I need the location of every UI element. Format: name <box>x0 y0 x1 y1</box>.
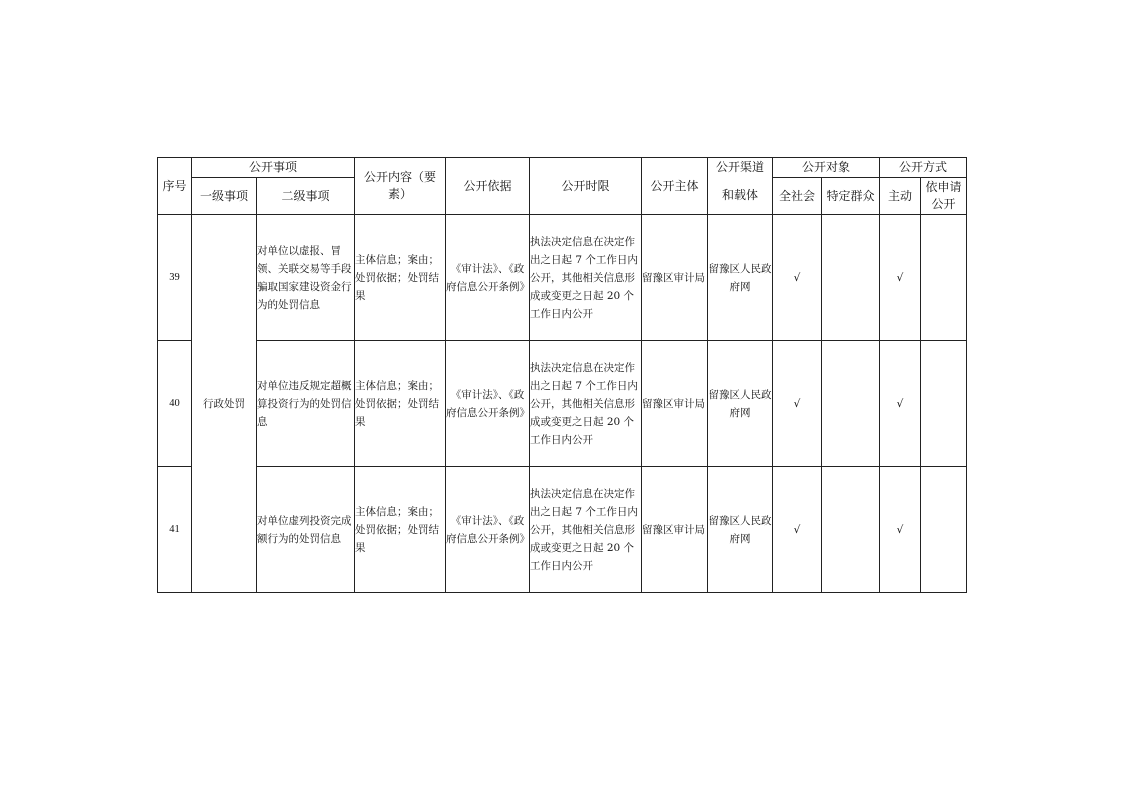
row-method-apply <box>921 341 967 467</box>
header-channel-top: 公开渠道 <box>708 158 773 178</box>
header-method-active: 主动 <box>880 178 921 215</box>
row-basis: 《审计法》、《政府信息公开条例》 <box>446 215 530 341</box>
row-audience-all: √ <box>773 341 822 467</box>
row-method-apply <box>921 467 967 593</box>
row-basis: 《审计法》、《政府信息公开条例》 <box>446 341 530 467</box>
header-audience-group: 公开对象 <box>773 158 880 178</box>
table-row <box>158 341 967 467</box>
row-time-limit: 执法决定信息在决定作出之日起 7 个工作日内公开，其他相关信息形成或变更之日起 20 个工作日内公开 <box>530 467 642 593</box>
level1-category: 行政处罚 <box>192 215 257 593</box>
row-level2: 对单位以虚报、冒领、关联交易等手段骗取国家建设资金行为的处罚信息 <box>257 215 355 341</box>
header-seq: 序号 <box>158 158 192 215</box>
table-row <box>158 215 967 341</box>
row-audience-all: √ <box>773 215 822 341</box>
row-time-limit: 执法决定信息在决定作出之日起 7 个工作日内公开，其他相关信息形成或变更之日起 20 个工作日内公开 <box>530 341 642 467</box>
header-method-group: 公开方式 <box>880 158 967 178</box>
row-audience-all: √ <box>773 467 822 593</box>
row-content: 主体信息；案由；处罚依据；处罚结果 <box>355 215 446 341</box>
header-subject: 公开主体 <box>642 158 708 215</box>
row-channel: 留豫区人民政府网 <box>708 341 773 467</box>
row-channel: 留豫区人民政府网 <box>708 467 773 593</box>
header-channel-bottom: 和载体 <box>708 178 773 215</box>
row-method-active: √ <box>880 215 921 341</box>
row-content: 主体信息；案由；处罚依据；处罚结果 <box>355 467 446 593</box>
disclosure-table <box>157 157 967 593</box>
row-content: 主体信息；案由；处罚依据；处罚结果 <box>355 341 446 467</box>
row-audience-specific <box>822 467 880 593</box>
header-level2: 二级事项 <box>257 178 355 215</box>
row-method-apply <box>921 215 967 341</box>
row-subject: 留豫区审计局 <box>642 467 708 593</box>
header-level1: 一级事项 <box>192 178 257 215</box>
header-matter-group: 公开事项 <box>192 158 355 178</box>
header-audience-all: 全社会 <box>773 178 822 215</box>
row-audience-specific <box>822 341 880 467</box>
row-method-active: √ <box>880 467 921 593</box>
header-time-limit: 公开时限 <box>530 158 642 215</box>
header-method-apply: 依申请 公开 <box>921 178 967 215</box>
header-content: 公开内容（要素） <box>355 158 446 215</box>
table-row <box>158 467 967 593</box>
row-basis: 《审计法》、《政府信息公开条例》 <box>446 467 530 593</box>
header-audience-specific: 特定群众 <box>822 178 880 215</box>
row-seq: 39 <box>158 215 192 341</box>
header-basis: 公开依据 <box>446 158 530 215</box>
row-method-active: √ <box>880 341 921 467</box>
row-seq: 41 <box>158 467 192 593</box>
row-subject: 留豫区审计局 <box>642 215 708 341</box>
row-audience-specific <box>822 215 880 341</box>
row-level2: 对单位违反规定超概算投资行为的处罚信息 <box>257 341 355 467</box>
row-subject: 留豫区审计局 <box>642 341 708 467</box>
header-row-1 <box>158 158 967 178</box>
row-time-limit: 执法决定信息在决定作出之日起 7 个工作日内公开，其他相关信息形成或变更之日起 20 个工作日内公开 <box>530 215 642 341</box>
row-level2: 对单位虚列投资完成额行为的处罚信息 <box>257 467 355 593</box>
row-channel: 留豫区人民政府网 <box>708 215 773 341</box>
row-seq: 40 <box>158 341 192 467</box>
